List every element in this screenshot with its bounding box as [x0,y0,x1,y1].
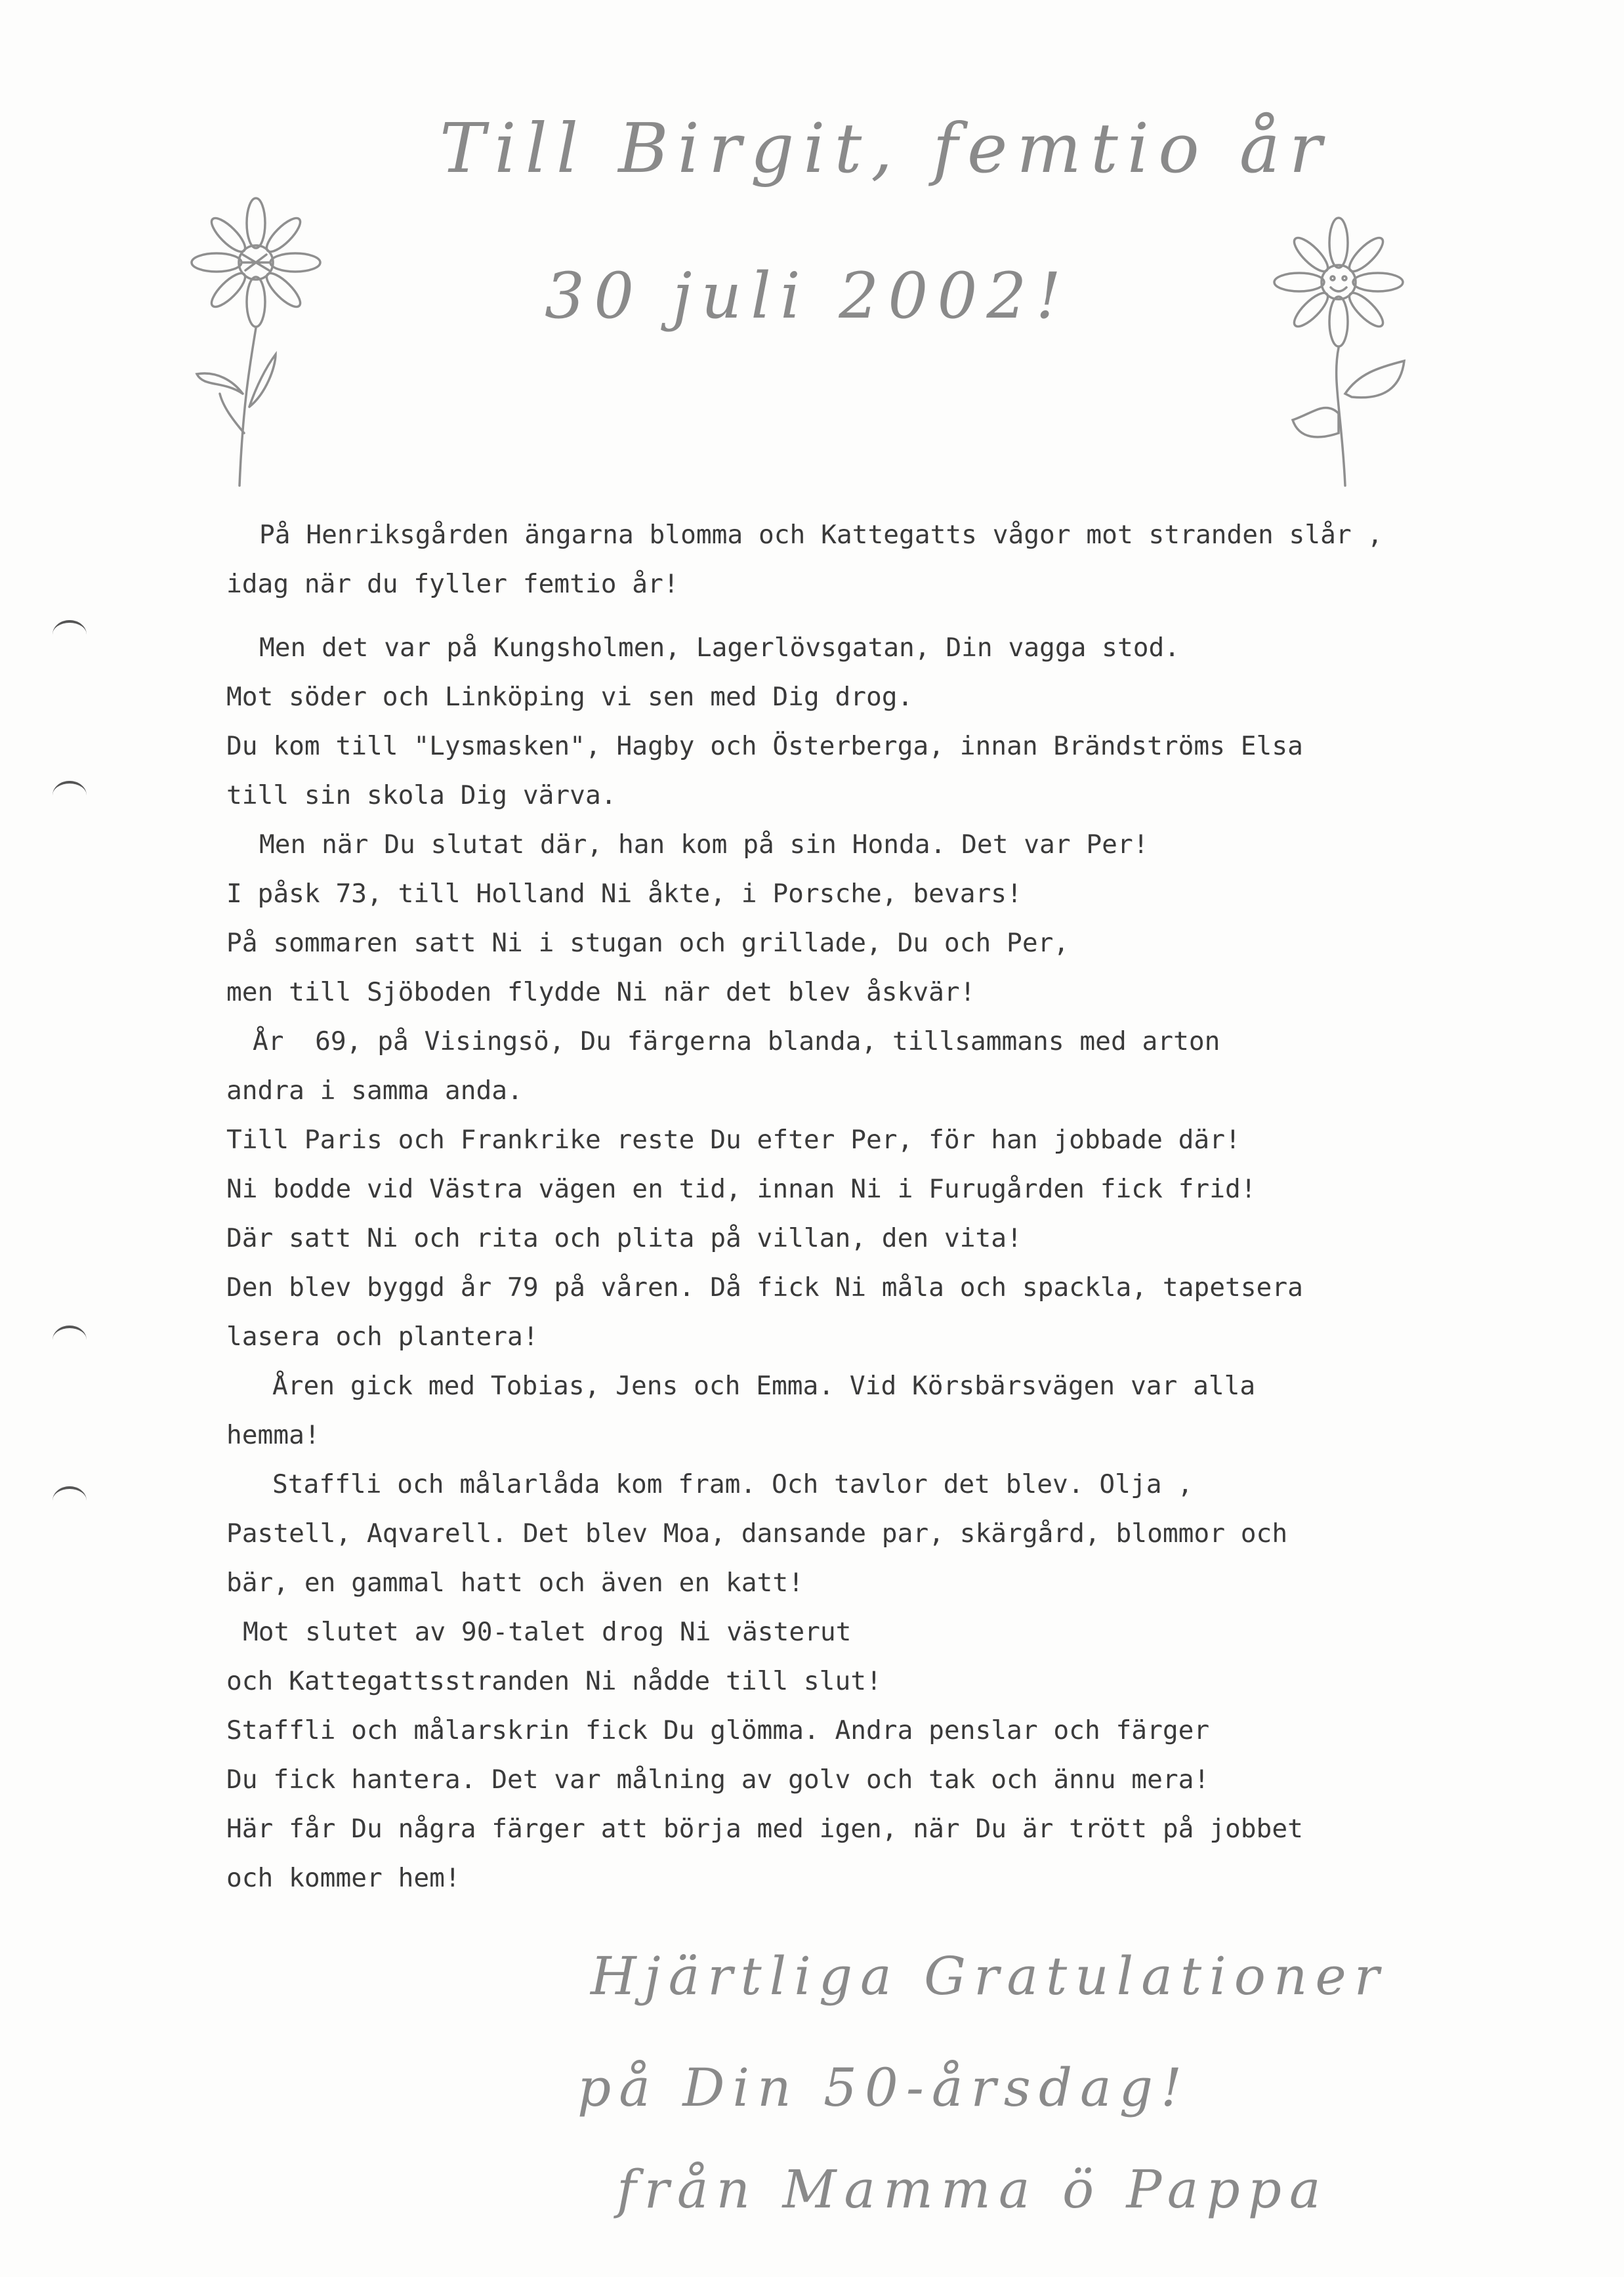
poem-line: På sommaren satt Ni i stugan och grillade, Du och Per, [226,928,1070,958]
poem-body [226,511,1552,1903]
poem-line: Mot slutet av 90-talet drog Ni västerut [243,1617,852,1647]
right-flower-drawing [1247,217,1444,492]
poem-line: Mot söder och Linköping vi sen med Dig drog. [226,682,913,712]
poem-line: Pastell, Aqvarell. Det blev Moa, dansande par, skärgård, blommor och [226,1518,1288,1549]
poem-line: I påsk 73, till Holland Ni åkte, i Porsche, bevars! [226,879,1022,909]
heading-date: 30 juli 2002! [545,259,1071,333]
poem-line: idag när du fyller femtio år! [226,569,679,599]
poem-line: Till Paris och Frankrike reste Du efter Per, för han jobbade där! [226,1125,1241,1155]
poem-line: Ni bodde vid Västra vägen en tid, innan Ni i Furugården fick frid! [226,1174,1257,1204]
poem-line: bär, en gammal hatt och även en katt! [226,1568,804,1598]
punch-hole-mark [52,620,87,649]
poem-line: Men det var på Kungsholmen, Lagerlövsgatan, Din vagga stod. [259,633,1180,663]
punch-hole-mark [52,1486,87,1515]
poem-line: och Kattegattsstranden Ni nådde till slut! [226,1666,882,1696]
heading-title: Till Birgit, femtio år [440,108,1331,188]
poem-line: Den blev byggd år 79 på våren. Då fick Ni måla och spackla, tapetsera [226,1272,1303,1303]
left-flower-drawing [177,197,335,499]
poem-line: Men när Du slutat där, han kom på sin Honda. Det var Per! [259,829,1149,860]
punch-hole-mark [52,1326,87,1354]
poem-line: lasera och plantera! [226,1322,539,1352]
poem-line: och kommer hem! [226,1863,461,1893]
closing-greeting: Hjärtliga Gratulationer [591,1946,1387,2007]
poem-line: Åren gick med Tobias, Jens och Emma. Vid Körsbärsvägen var alla [272,1371,1256,1401]
closing-signature: från Mamma ö Pappa [617,2159,1329,2220]
poem-line: men till Sjöboden flydde Ni när det blev åskvär! [226,977,976,1007]
poem-line: andra i samma anda. [226,1076,523,1106]
poem-line: hemma! [226,1420,320,1450]
poem-line: Här får Du några färger att börja med igen, när Du är trött på jobbet [226,1814,1303,1844]
poem-line: Staffli och målarskrin fick Du glömma. Andra penslar och färger [226,1715,1210,1745]
poem-line: Där satt Ni och rita och plita på villan, den vita! [226,1223,1022,1253]
poem-line: till sin skola Dig värva. [226,780,617,810]
poem-line: På Henriksgården ängarna blomma och Kattegatts vågor mot stranden slår , [259,520,1383,550]
poem-line: Du fick hantera. Det var målning av golv och tak och ännu mera! [226,1765,1210,1795]
poem-line: Du kom till "Lysmasken", Hagby och Österberga, innan Brändströms Elsa [226,731,1303,761]
punch-hole-mark [52,781,87,810]
poem-line: Staffli och målarlåda kom fram. Och tavlor det blev. Olja , [272,1469,1194,1499]
poem-line: År 69, på Visingsö, Du färgerna blanda, tillsammans med arton [253,1026,1220,1056]
closing-occasion: på Din 50-årsdag! [577,2057,1190,2118]
